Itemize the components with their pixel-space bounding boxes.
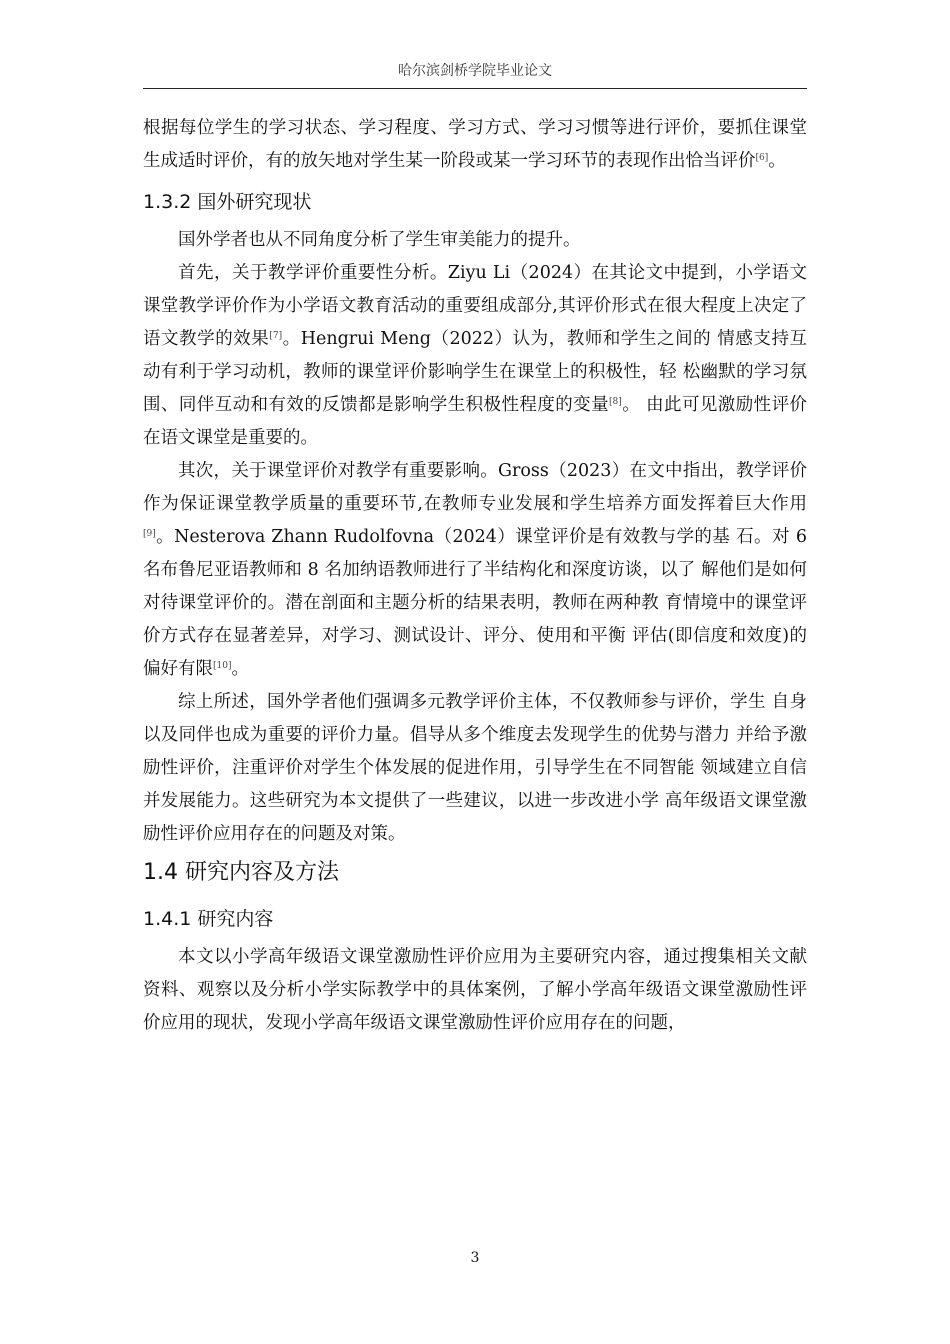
page-number: 3 — [470, 1250, 480, 1266]
citation: [7] — [269, 331, 283, 341]
citation: [6] — [755, 153, 769, 163]
paragraph-research-content: 本文以小学高年级语文课堂激励性评价应用为主要研究内容，通过搜集相关文献资料、观察以及分析小学实际教学中的具体案例，了解小学高年级语文课堂激励性评价应用的现状，发现小学高年级语文课堂激励性评价应用存在的问题， — [143, 947, 807, 1033]
section-heading-1-4-1: 1.4.1 研究内容 — [143, 908, 274, 930]
paragraph-first: 首先，关于教学评价重要性分析。Ziyu Li（2024）在其论文中提到，小学语文课堂教学评价作为小学语文教育活动的重要组成部分,其评价形式在很大程度上决定了语文教学的效果[7]。Hengrui Meng（2022）认为，教师和学生之间的 情感支持互动有利于学习动机，教师的课堂评价影响学生在课堂上的积极性，轻 松幽默的学习氛围、同伴互动和有效的反馈都是影响学生积极性程度的变量[8]。 由此可见激励性评价在语文课堂是重要的。 — [143, 263, 808, 448]
citation: [8] — [609, 397, 622, 407]
citation: [9] — [143, 529, 156, 539]
header-divider — [143, 88, 807, 89]
paragraph-intro: 国外学者也从不同角度分析了学生审美能力的提升。 — [178, 230, 581, 250]
section-heading-1-3-2: 1.3.2 国外研究现状 — [143, 191, 312, 213]
document-body — [143, 112, 807, 1040]
page-header: 哈尔滨剑桥学院毕业论文 — [398, 63, 552, 79]
paragraph-continued: 根据每位学生的学习状态、学习程度、学习方式、学习习惯等进行评价，要抓住课堂生成适时评价，有的放矢地对学生某一阶段或某一学习环节的表现作出恰当评价[6]。 — [143, 118, 807, 171]
section-heading-1-4: 1.4 研究内容及方法 — [143, 860, 339, 885]
paragraph-second: 其次，关于课堂评价对教学有重要影响。Gross（2023）在文中指出，教学评价作为保证课堂教学质量的重要环节,在教师专业发展和学生培养方面发挥着巨大作用[9]。Nesterova Zhann Rudolfovna（2024）课堂评价是有效教与学的基 石。对 6 名布鲁尼亚语教师和 8 名加纳语教师进行了半结构化和深度访谈，以了 解他们是如何对待课堂评价的。潜在剖面和主题分析的结果表明，教师在两种教 育情境中的课堂评价方式存在显著差异，对学习、测试设计、评分、使用和平衡 评估(即信度和效度)的偏好有限[10]。 — [143, 461, 807, 679]
citation: [10] — [213, 661, 232, 671]
paragraph-summary: 综上所述，国外学者他们强调多元教学评价主体，不仅教师参与评价，学生 自身以及同伴也成为重要的评价力量。倡导从多个维度去发现学生的优势与潜力 并给予激励性评价，注重评价对学生个体发展的促进作用，引导学生在不同智能 领域建立自信并发展能力。这些研究为本文提供了一些建议，以进一步改进小学 高年级语文课堂激励性评价应用存在的问题及对策。 — [143, 692, 807, 844]
paragraph-text: 根据每位学生的学习状态、学习程度、学习方式、学习习惯等进行评价，要抓住课堂生成适时评价，有的放矢地对学生某一阶段或某一学习环节的表现作出恰当评价 — [143, 118, 807, 171]
